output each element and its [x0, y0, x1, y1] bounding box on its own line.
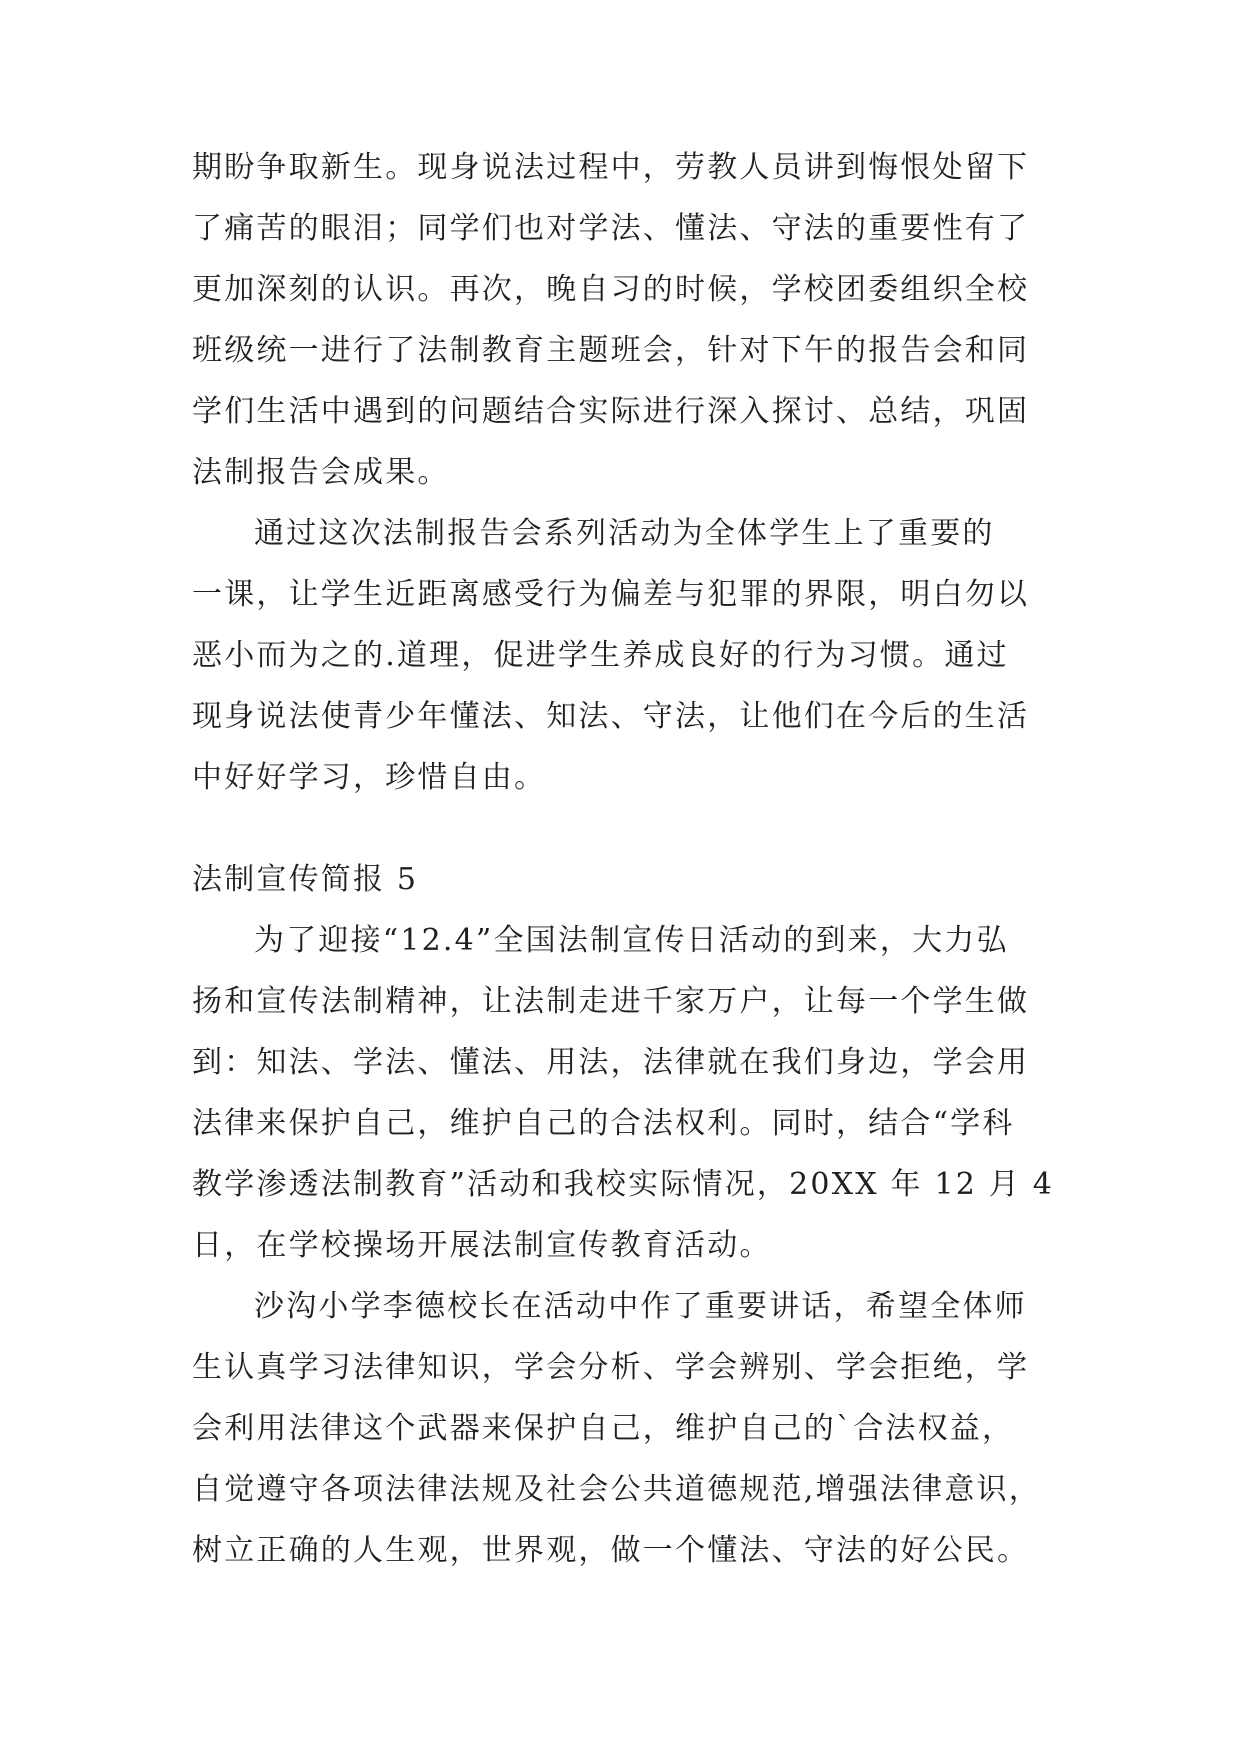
paragraph-line: 班级统一进行了法制教育主题班会，针对下午的报告会和同 — [192, 333, 1030, 368]
paragraph-line: 中好好学习，珍惜自由。 — [192, 760, 547, 795]
paragraph-line: 了痛苦的眼泪；同学们也对学法、懂法、守法的重要性有了 — [192, 211, 1030, 246]
paragraph-line: 法制报告会成果。 — [192, 455, 450, 490]
paragraph-line: 到：知法、学法、懂法、用法，法律就在我们身边，学会用 — [192, 1045, 1030, 1080]
paragraph-line: 生认真学习法律知识，学会分析、学会辨别、学会拒绝，学 — [192, 1350, 1030, 1385]
paragraph-line: 期盼争取新生。现身说法过程中，劳教人员讲到悔恨处留下 — [192, 150, 1030, 185]
paragraph-line: 更加深刻的认识。再次，晚自习的时候，学校团委组织全校 — [192, 272, 1030, 307]
paragraph-line: 扬和宣传法制精神，让法制走进千家万户，让每一个学生做 — [192, 984, 1030, 1019]
paragraph-line: 通过这次法制报告会系列活动为全体学生上了重要的 — [254, 516, 995, 551]
paragraph-line: 树立正确的人生观，世界观，做一个懂法、守法的好公民。 — [192, 1533, 1030, 1568]
paragraph-line: 一课，让学生近距离感受行为偏差与犯罪的界限，明白勿以 — [192, 577, 1030, 612]
paragraph-line: 教学渗透法制教育”活动和我校实际情况，20XX 年 12 月 4 — [192, 1167, 1055, 1202]
paragraph-line: 现身说法使青少年懂法、知法、守法，让他们在今后的生活 — [192, 699, 1030, 734]
paragraph-line: 会利用法律这个武器来保护自己，维护自己的`合法权益， — [192, 1411, 1015, 1446]
paragraph-line: 自觉遵守各项法律法规及社会公共道德规范,增强法律意识， — [192, 1472, 1041, 1507]
paragraph-line: 学们生活中遇到的问题结合实际进行深入探讨、总结，巩固 — [192, 394, 1030, 429]
paragraph-line: 法律来保护自己，维护自己的合法权利。同时，结合“学科 — [192, 1106, 1015, 1141]
paragraph-line: 日，在学校操场开展法制宣传教育活动。 — [192, 1228, 772, 1263]
section-title: 法制宣传简报 5 — [192, 862, 419, 897]
paragraph-line: 沙沟小学李德校长在活动中作了重要讲话，希望全体师 — [254, 1289, 1027, 1324]
paragraph-line: 恶小而为之的.道理，促进学生养成良好的行为习惯。通过 — [192, 638, 1009, 673]
paragraph-line: 为了迎接“12.4”全国法制宣传日活动的到来，大力弘 — [254, 923, 1009, 958]
